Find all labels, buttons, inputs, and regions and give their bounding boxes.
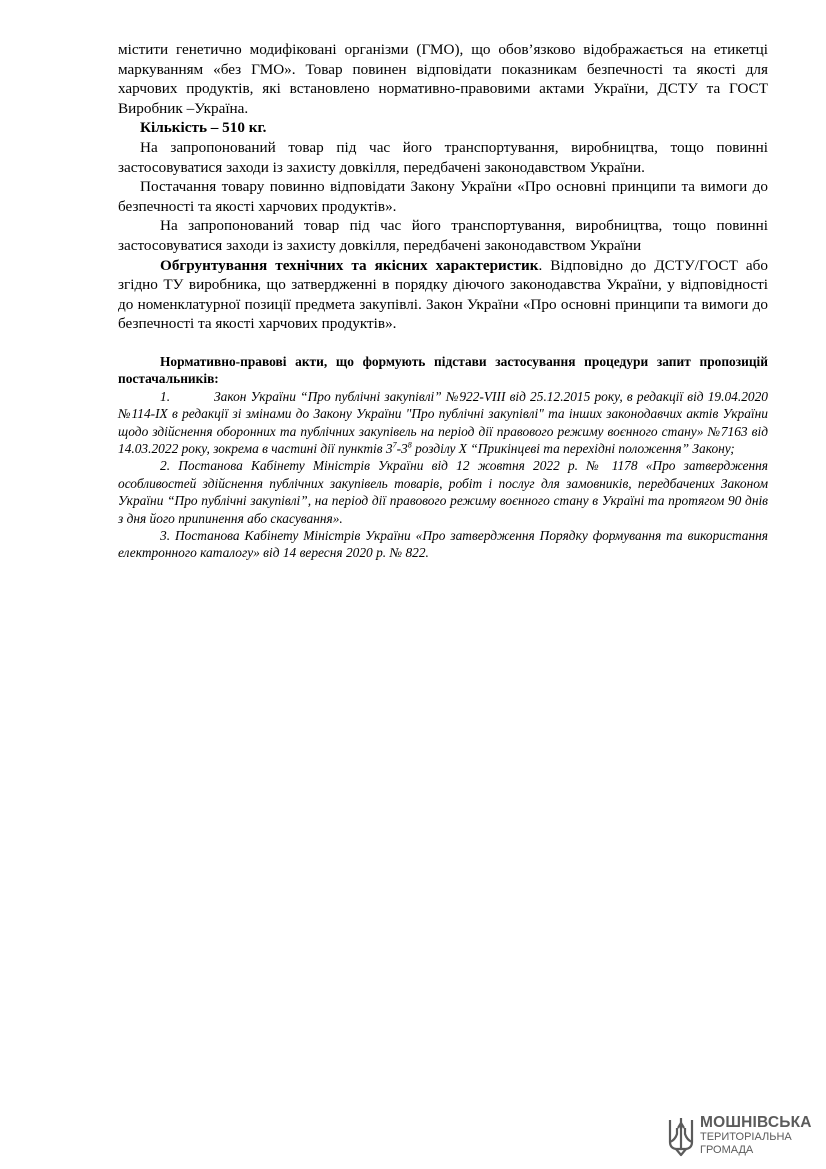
legal-item-1-text: Закон України “Про публічні закупівлі” №922-VIII від 25.12.2015 року, в редакції від 19.04.2020 №114-IX в редакції зі змінами до Закону України "Про публічні закупівлі" та інших законодавчих актів України щодо здійснення оборонних та публічних закупівель на період дії правового режиму воєнного стану» №7163 від 14.03.2022 року, зокрема в частині дії пунктів 3 bbox=[118, 388, 768, 456]
justification-heading: Обгрунтування технічних та якісних характеристик bbox=[160, 256, 539, 274]
legal-item-3: 3. Постанова Кабінету Міністрів України «Про затвердження Порядку формування та використання електронного каталогу» від 14 вересня 2020 р. № 822. bbox=[118, 527, 768, 561]
logo-line-2: ТЕРИТОРІАЛЬНА bbox=[700, 1131, 792, 1143]
community-logo bbox=[666, 1114, 816, 1160]
document-page bbox=[118, 40, 768, 562]
legal-item-2: 2. Постанова Кабінету Міністрів України від 12 жовтня 2022 р. № 1178 «Про затвердження особливостей здійснення публічних закупівель товарів, робіт і послуг для замовників, передбачених Законом України “Про публічні закупівлі”, на період дії правового режиму воєнного стану в Україні та протягом 90 днів з дня його припинення або скасування». bbox=[118, 458, 768, 526]
legal-item-1-number: 1. bbox=[160, 388, 171, 404]
quantity-line bbox=[118, 118, 768, 138]
justification-text: . Відповідно до ДСТУ/ГОСТ або згідно ТУ виробника, що затвердженні в порядку діючого законодавства України, у відповідності до номенклатурної позиції предмета закупівлі. Закон України «Про основні принципи та вимоги до безпечності та якості харчових продуктів». bbox=[118, 256, 768, 333]
legal-item-1-sup2: 8 bbox=[407, 440, 412, 450]
paragraph-justification bbox=[118, 256, 768, 334]
paragraph-environment: На запропонований товар під час його транспортування, виробництва, тощо повинні застосовуватися заходи із захисту довкілля, передбачені законодавством України. bbox=[118, 138, 768, 176]
paragraph-supply-law: Постачання товару повинно відповідати Закону України «Про основні принципи та вимоги до безпечності та якості харчових продуктів». bbox=[118, 178, 768, 215]
logo-line-3: ГРОМАДА bbox=[700, 1143, 754, 1156]
paragraph-gmo: містити генетично модифіковані організми (ГМО), що обов’язково відображається на етикетці маркуванням «без ГМО». Товар повинен відповідати показникам безпечності та якості для харчових продуктів, які встановлено нормативно-правовими актами України, ДСТУ та ГОСТ Виробник –Україна. bbox=[118, 41, 768, 117]
quantity-text: Кількість – 510 кг. bbox=[140, 119, 267, 137]
legal-item-1 bbox=[118, 388, 768, 458]
logo-text bbox=[700, 1115, 812, 1156]
legal-item-1-sup1: 7 bbox=[392, 440, 397, 450]
trident-icon bbox=[666, 1114, 696, 1160]
legal-item-1-tail: розділу X “Прикінцеві та перехідні положення” Закону; bbox=[411, 440, 735, 456]
paragraph-environment-repeat: На запропонований товар під час його транспортування, виробництва, тощо повинні застосовуватися заходи із захисту довкілля, передбачені законодавством України bbox=[118, 217, 768, 254]
legal-item-1-dash: -3 bbox=[396, 440, 408, 456]
legal-acts-section bbox=[118, 353, 768, 562]
logo-line-1: МОШНІВСЬКА bbox=[700, 1114, 812, 1131]
legal-acts-heading: Нормативно-правові акти, що формують підстави застосування процедури запит пропозицій постачальників: bbox=[118, 353, 768, 387]
